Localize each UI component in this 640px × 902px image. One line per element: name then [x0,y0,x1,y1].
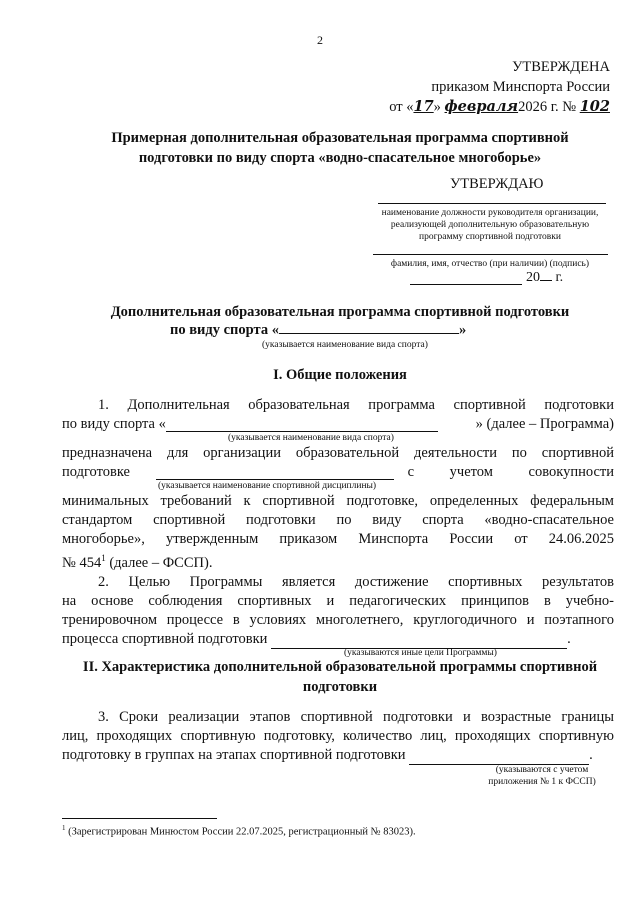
section-1-text: 1. Дополнительная образовательная программа спортивной подготовки по виду спорта « » (далее – Программа) (указывается наименование вида спорта) предназначена для организации образовательной деятельности по спортивной подготовке с учетом совокупности (указывается наименование спортивной дисциплины) минимальных требований к спортивной подготовке, определенных федеральным стандартом спортивной подготовки по виду спорта «водно-спасательное многоборье», утвержденным приказом Минспорта России от 24.06.2025 № $454^1$ (далее – ФССП). 2. Целью Программы является достижение спортивных результатов на основе соблюдения спортивных и педагогических принципов в учебно- тренировочном процессе в условиях многолетнего, круглогодичного и поэтапного процесса спортивной подготовки . (указываются иные цели Программы) [62,397,614,658]
section-1-title: I. Общие положения [273,367,407,383]
program-heading-sport: по виду спорта « » [170,322,467,338]
section-2-title: II. Характеристика дополнительной образовательной программы спортивной подготовки [82,659,598,695]
sign-name-line [373,254,608,255]
page-number: 2 [317,33,323,47]
approval-number: 102 [579,98,610,115]
sign-date-line [410,284,522,285]
footnote-divider [62,818,217,819]
approval-day: 17 [413,98,434,115]
section-2-text: 3. Сроки реализации этапов спортивной подготовки и возрастные границы лиц, проходящих спортивную подготовку, количество лиц, проходящих спортивную подготовку в группах на этапах спортивной подготовки . [62,709,614,763]
sign-position-line [378,203,606,204]
program-heading-caption: (указывается наименование вида спорта) [262,340,428,350]
sign-date: 20 г. [526,270,564,285]
sign-position-caption: наименование должности руководителя организации, реализующей дополнительную образовательную программу спортивной подготовки [381,208,599,242]
section-2-caption: (указываются с учетом приложения № 1 к ФССП) [488,765,596,787]
approval-order: приказом Минспорта России [431,79,610,95]
footnote-ref: 1 [101,553,106,563]
footnote-text: $^1$ (Зарегистрирован Минюстом России 22.07.2025, регистрационный № 83023). [62,824,416,838]
approval-month: февраля [444,98,519,115]
approval-title: УТВЕРЖДЕНА [512,59,610,75]
approval-date-line: от «17» февраля2026 г. № 102 [389,98,610,115]
sign-block-title: УТВЕРЖДАЮ [450,176,544,192]
sign-name-caption: фамилия, имя, отчество (при наличии) (подпись) [390,259,590,269]
program-title: Примерная дополнительная образовательная программа спортивной подготовки по виду спорта «водно-спасательное многоборье» [111,130,569,166]
program-heading: Дополнительная образовательная программа спортивной подготовки [110,304,570,320]
approval-stamp [360,57,610,117]
